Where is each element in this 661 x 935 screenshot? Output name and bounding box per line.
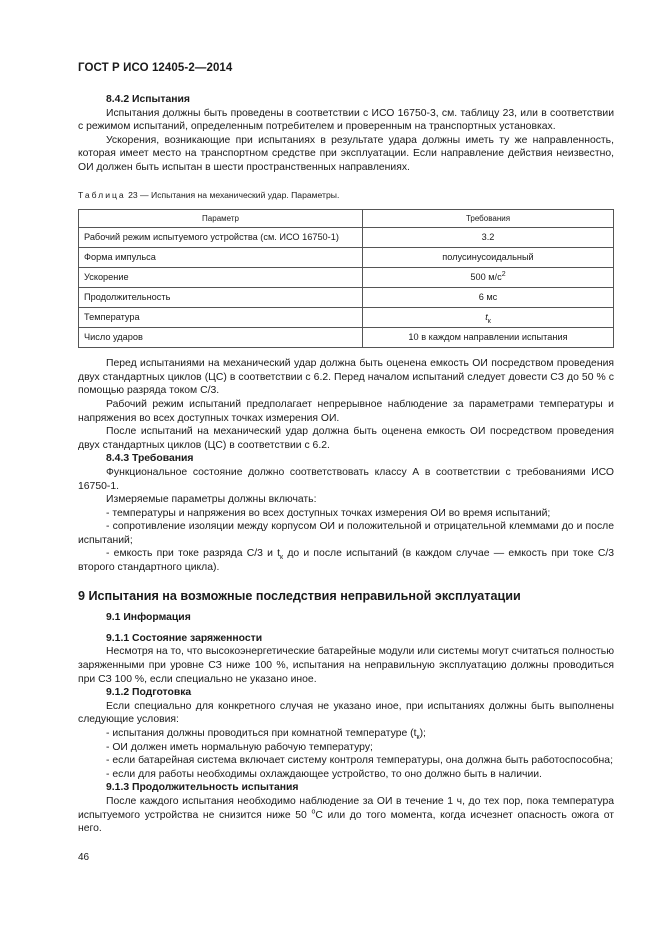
param-cell: Форма импульса — [79, 248, 363, 268]
table-row — [79, 248, 614, 268]
req-cell: 3.2 — [363, 228, 614, 248]
req-subscript: к — [487, 317, 491, 325]
paragraph-text: С или до того момента, когда исчезнет опасность ожога от него. — [78, 809, 614, 835]
param-cell: Температура — [79, 308, 363, 328]
section-9-1-3-title: 9.1.3 Продолжительность испытания — [106, 782, 299, 794]
req-value: 500 м/с — [470, 271, 502, 282]
table-row — [79, 268, 614, 288]
page-number: 46 — [78, 852, 90, 863]
table-row — [79, 288, 614, 308]
page-content — [78, 93, 614, 836]
req-value: t — [485, 311, 488, 322]
list-item: - если для работы необходимы охлаждающее устройство, то оно должно быть в наличии. — [106, 768, 542, 780]
parameters-table — [78, 209, 614, 348]
paragraph: Функциональное состояние должно соответствовать классу А в соответствии с требованиями ИСО 16750-1. — [78, 466, 614, 492]
paragraph: Испытания должны быть проведены в соответствии с ИСО 16750-3, см. таблицу 23, или в соответствии с режимом испытаний, определенным потребителем и проверенным на транспортных установках. — [78, 107, 614, 133]
column-header-requirements: Требования — [363, 210, 614, 228]
section-8-4-2-title: 8.4.2 Испытания — [106, 94, 190, 105]
paragraph — [78, 795, 614, 836]
document-header: ГОСТ Р ИСО 12405-2—2014 — [78, 62, 233, 74]
param-cell: Продолжительность — [79, 288, 363, 308]
req-superscript: 2 — [501, 270, 506, 278]
paragraph: Ускорения, возникающие при испытаниях в результате удара должны иметь ту же направленность, которая имеет место на транспортном средстве при эксплуатации. Если направление действия неизвестно, ОИ должен быть испытан в шести пространственных направлениях. — [78, 134, 614, 173]
table-row — [79, 328, 614, 348]
paragraph: Если специально для конкретного случая не указано иное, при испытаниях должны быть выполнены следующие условия: — [78, 700, 614, 726]
table-caption-prefix: Таблица — [78, 189, 126, 200]
list-item: - если батарейная система включает систему контроля температуры, она должна быть работоспособна; — [106, 755, 613, 767]
section-9-1-1-title: 9.1.1 Состояние заряженности — [106, 632, 263, 644]
section-9-title: 9 Испытания на возможные последствия неправильной эксплуатации — [78, 588, 521, 603]
list-item-subscript: к — [280, 554, 284, 562]
column-header-parameter: Параметр — [79, 210, 363, 228]
table-caption — [78, 189, 614, 203]
table-caption-text: 23 — Испытания на механический удар. Параметры. — [128, 189, 340, 200]
param-cell: Ускорение — [79, 268, 363, 288]
list-item-text: - испытания должны проводиться при комнатной температуре (t — [106, 728, 417, 739]
paragraph: Измеряемые параметры должны включать: — [106, 494, 317, 506]
section-8-4-3-title: 8.4.3 Требования — [106, 453, 194, 465]
req-cell: 6 мс — [363, 288, 614, 308]
list-item-text: ); — [419, 728, 426, 739]
param-cell: Число ударов — [79, 328, 363, 348]
list-item — [78, 547, 614, 574]
req-cell — [363, 308, 614, 328]
param-cell: Рабочий режим испытуемого устройства (см. ИСО 16750-1) — [79, 228, 363, 248]
list-item: - температуры и напряжения во всех доступных точках измерения ОИ во время испытаний; — [106, 507, 551, 519]
paragraph: После испытаний на механический удар должна быть оценена емкость ОИ посредством проведения двух стандартных циклов (ЦС) в соответствии с 6.2. — [78, 426, 614, 451]
section-9-1-title: 9.1 Информация — [106, 612, 191, 624]
list-item — [78, 727, 614, 741]
paragraph-text: После каждого испытания необходимо наблюдение за ОИ в течение 1 ч, до тех пор, пока температура испытуемого устройства не снизится ниже 50 — [78, 795, 614, 821]
table-row — [79, 228, 614, 248]
paragraph: Рабочий режим испытаний предполагает непрерывное наблюдение за параметрами температуры и напряжения во всех доступных точках измерения ОИ. — [78, 398, 614, 424]
list-item: - ОИ должен иметь нормальную рабочую температуру; — [106, 741, 373, 753]
req-cell — [363, 268, 614, 288]
degree-superscript: o — [311, 808, 316, 816]
paragraph: Перед испытаниями на механический удар должна быть оценена емкость ОИ посредством проведения двух стандартных циклов (ЦС) в соответствии с 6.2. Перед началом испытаний следует довести СЗ до 50 % с помощью разряда током С/3. — [78, 358, 614, 397]
list-item-text: - емкость при токе разряда С/3 и t — [106, 548, 281, 560]
list-item: - сопротивление изоляции между корпусом ОИ и положительной и отрицательной клеммами до и после испытаний; — [78, 521, 614, 546]
section-9-1-2-title: 9.1.2 Подготовка — [106, 687, 192, 699]
table-header-row — [79, 210, 614, 228]
list-item-subscript: к — [416, 734, 420, 742]
table-row — [79, 308, 614, 328]
req-cell: 10 в каждом направлении испытания — [363, 328, 614, 348]
req-cell: полусинусоидальный — [363, 248, 614, 268]
paragraph: Несмотря на то, что высокоэнергетические батарейные модули или системы могут считаться полностью заряженными при уровне СЗ ниже 100 %, испытания на неправильную эксплуатацию должны проводиться при СЗ 100 %, если специально не указано иное. — [78, 646, 614, 685]
list-item-text: до и после испытаний (в каждом случае — емкость при токе С/3 второго стандартного цикла). — [78, 548, 614, 574]
